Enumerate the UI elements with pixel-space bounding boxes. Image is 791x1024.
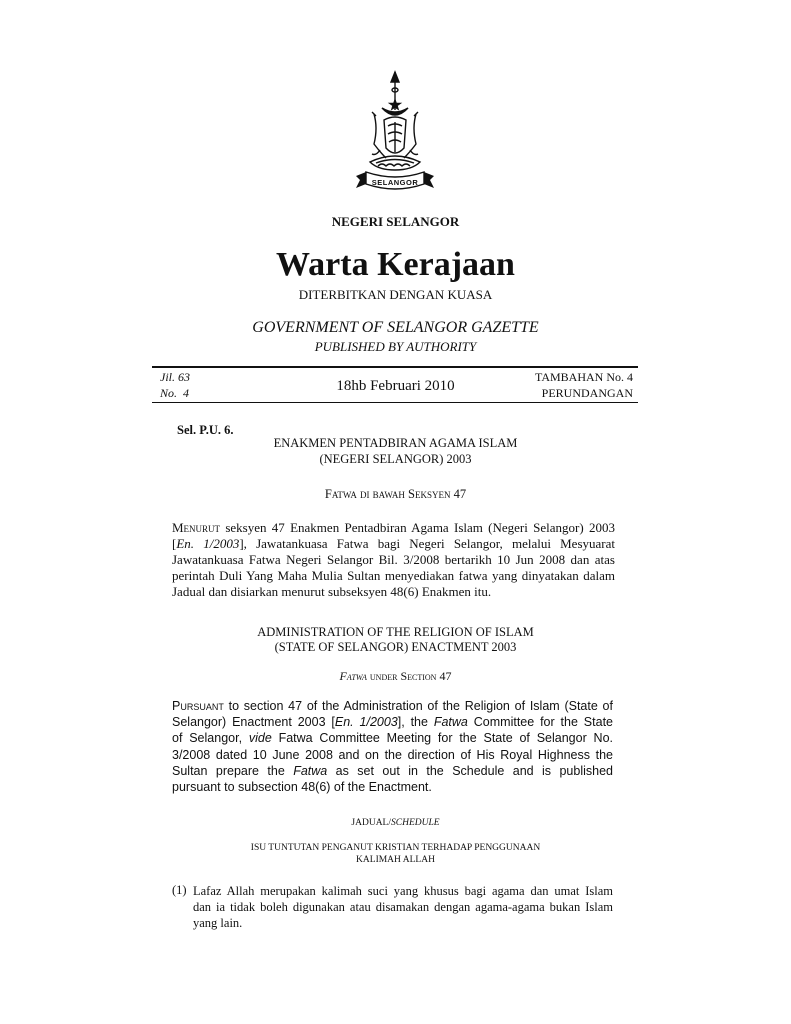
ms-line-4: perintah Duli Yang Maha Mulia Sultan menyediakan fatwa yang dinyatakan dalam (172, 568, 615, 583)
ms-line-3: Jawatankuasa Fatwa Negeri Selangor Bil. 3/2008 bertarikh 10 Jun 2008 dan atas (172, 552, 615, 567)
schedule-item-line-1: Lafaz Allah merupakan kalimah suci yang khusus bagi agama dan umat Islam (193, 884, 613, 898)
en-enactment-title-2: (STATE OF SELANGOR) ENACTMENT 2003 (274, 640, 517, 654)
en-line-6: pursuant to subsection 48(6) of the Enactment. (172, 780, 432, 795)
en-line-3: of Selangor, vide Fatwa Committee Meeting for the State of Selangor No. (172, 731, 613, 746)
state-heading: NEGERI SELANGOR (331, 214, 460, 229)
ms-fatwa-heading: Fatwa di bawah Seksyen 47 (324, 487, 467, 501)
issue-rule-top (152, 366, 638, 368)
ms-paragraph (172, 520, 615, 600)
en-enactment-title-1: ADMINISTRATION OF THE RELIGION OF ISLAM (257, 625, 534, 639)
issue-rule-bottom (152, 402, 638, 403)
notice-reference: Sel. P.U. 6. (177, 423, 234, 437)
gazette-title-en: GOVERNMENT OF SELANGOR GAZETTE (252, 319, 539, 336)
en-line-1: Pursuant to section 47 of the Administration of the Religion of Islam (State of (172, 699, 613, 713)
ms-enactment-title-1: ENAKMEN PENTADBIRAN AGAMA ISLAM (273, 436, 518, 450)
schedule-item-number: (1) (172, 883, 187, 897)
schedule-label: JADUAL/SCHEDULE (351, 818, 440, 828)
en-line-4: 3/2008 dated 10 June 2008 and on the direction of His Royal Highness the (172, 747, 613, 762)
en-line-2: Selangor) Enactment 2003 [En. 1/2003], the Fatwa Committee for the State (172, 715, 613, 730)
schedule-item-line-2: dan ia tidak boleh digunakan atau disamakan dengan agama-agama bukan Islam (193, 900, 613, 914)
ms-line-5: Jadual dan disiarkan menurut subseksyen 48(6) Enakmen itu. (172, 584, 492, 599)
en-line-5: Sultan prepare the Fatwa as set out in the Schedule and is published (172, 763, 614, 778)
gazette-subtitle-en: PUBLISHED BY AUTHORITY (314, 339, 477, 354)
ms-enactment-title-2: (NEGERI SELANGOR) 2003 (319, 452, 472, 466)
legislation-label: PERUNDANGAN (541, 386, 633, 400)
gazette-title: Warta Kerajaan (276, 246, 515, 283)
selangor-seal-icon (352, 70, 438, 195)
issue-date: 18hb Februari 2010 (336, 378, 455, 394)
ms-line-2: [En. 1/2003], Jawatankuasa Fatwa bagi Negeri Selangor, melalui Mesyuarat (172, 536, 615, 551)
schedule-heading-1: ISU TUNTUTAN PENGANUT KRISTIAN TERHADAP PENGGUNAAN (250, 843, 541, 853)
schedule-heading-2: KALIMAH ALLAH (356, 855, 435, 865)
en-paragraph (172, 698, 613, 795)
schedule-item-1 (193, 883, 613, 931)
volume-label: Jil. 63 (160, 370, 190, 384)
seal-ribbon-text: SELANGOR (371, 178, 419, 187)
gazette-subtitle-ms: DITERBITKAN DENGAN KUASA (298, 287, 493, 302)
ms-line-1: Menurut seksyen 47 Enakmen Pentadbiran Agama Islam (Negeri Selangor) 2003 (172, 520, 615, 535)
schedule-item-line-3: yang lain. (193, 916, 243, 930)
en-fatwa-heading: Fatwa under Section 47 (339, 669, 452, 683)
supplement-label: TAMBAHAN No. 4 (534, 370, 633, 384)
issue-number-label: No. 4 (160, 386, 190, 400)
